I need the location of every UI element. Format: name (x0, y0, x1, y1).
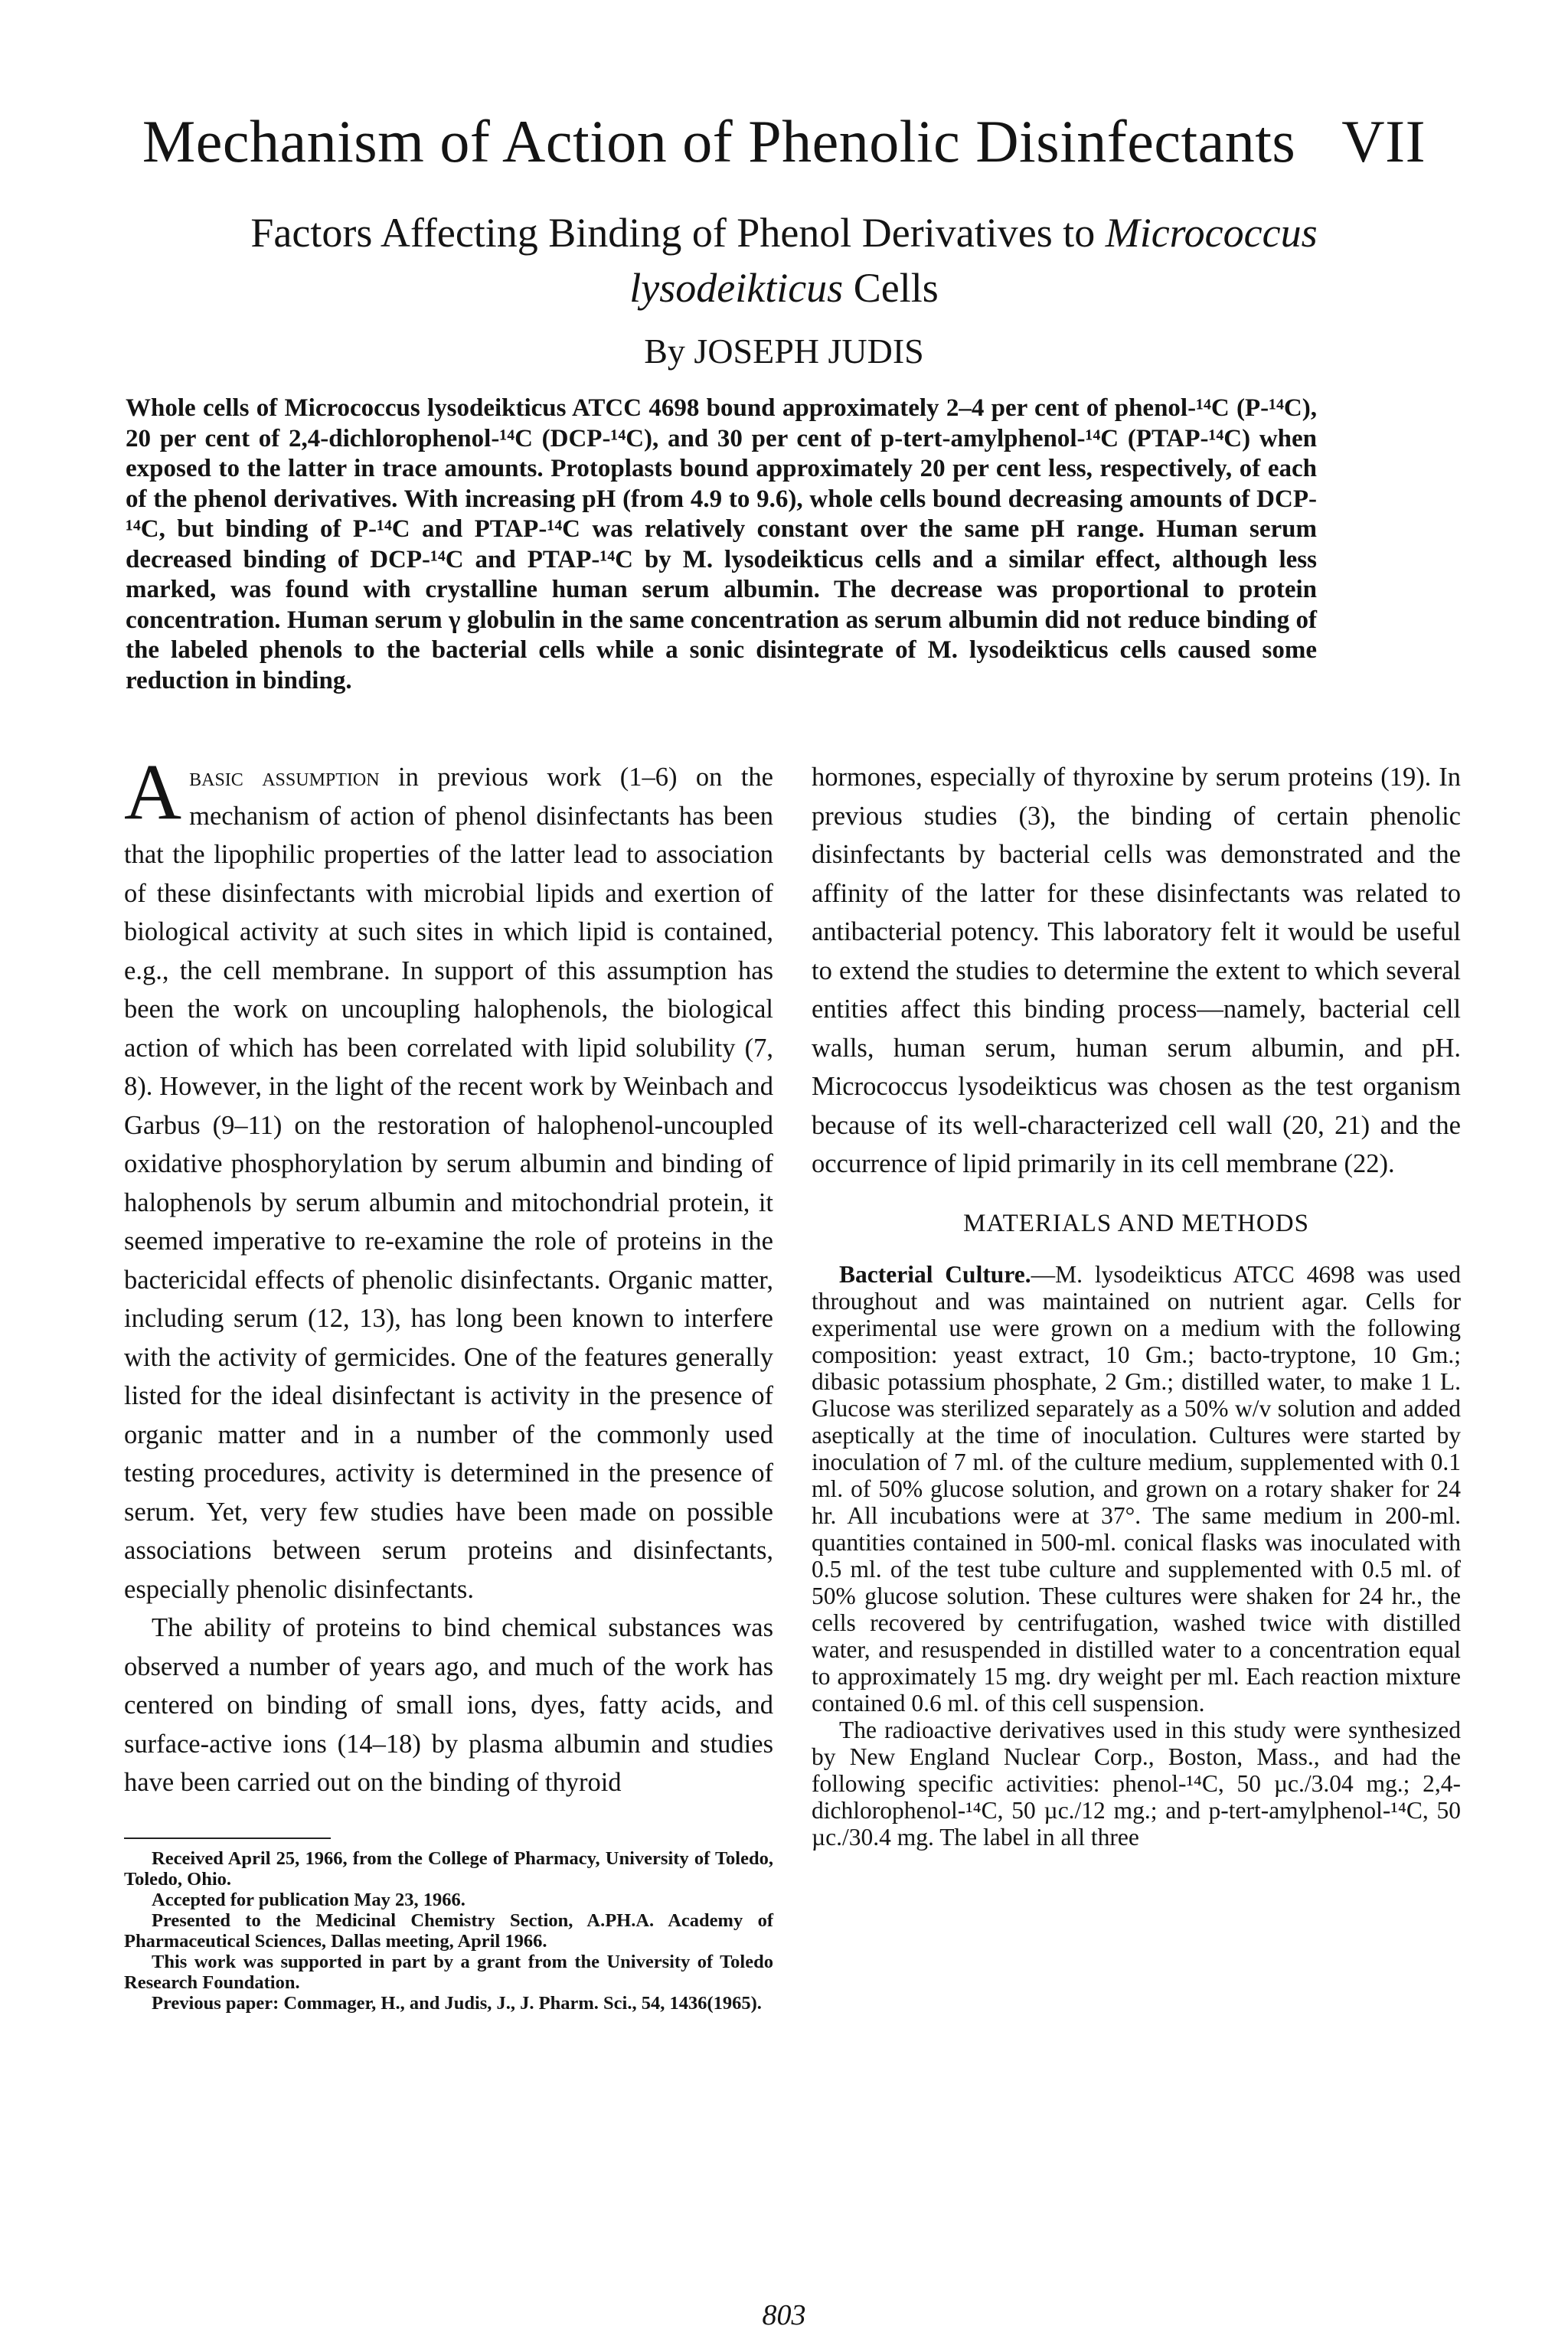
subtitle-end: Cells (853, 265, 939, 311)
title-part-number: VII (1341, 108, 1426, 175)
article-subtitle (153, 205, 1415, 315)
subtitle-text: Factors Affecting Binding of Phenol Derivatives to (250, 210, 1096, 256)
footnote-presented: Presented to the Medicinal Chemistry Section, A.PH.A. Academy of Pharmaceutical Sciences, Dallas meeting, April 1966. (124, 1910, 773, 1952)
intro-paragraph-2: The ability of proteins to bind chemical substances was observed a number of years ago, and much of the work has centered on binding of small ions, dyes, fatty acids, and surface-active ions (14–18) by plasma albumin and studies have been carried out on the binding of thyroid (124, 1613, 773, 1797)
runin-heading-bacterial-culture: Bacterial Culture. (839, 1260, 1031, 1288)
subtitle-organism: Micrococcus lysodeikticus (629, 210, 1318, 311)
author-byline: By JOSEPH JUDIS (644, 332, 924, 371)
article-title (0, 107, 1568, 176)
intro-paragraph-1-text: in previous work (1–6) on the mechanism of action of phenol disinfectants has been that the lipophilic properties of the latter lead to association of these disinfectants with microbial lipids and exertion of biological activity at such sites in which lipid is contained, e.g., the cell membrane. In support of this assumption has been the work on uncoupling halophenols, the biological action of which has been correlated with lipid solubility (7, 8). However, in the light of the recent work by Weinbach and Garbus (9–11) on the restoration of halophenol-uncoupled oxidative phosphorylation by serum albumin and binding of halophenols by serum albumin and mitochondrial protein, it seemed imperative to re-examine the role of proteins in the bactericidal effects of phenolic disinfectants. Organic matter, including serum (12, 13), has long been known to interfere with the activity of germicides. One of the features generally listed for the ideal disinfectant is activity in the presence of organic matter and in a number of the commonly used testing procedures, activity is determined in the presence of serum. Yet, very few studies have been made on possible associations between serum proteins and disinfectants, especially phenolic disinfectants. (124, 763, 773, 1604)
methods-body (812, 1261, 1461, 1851)
abstract: Whole cells of Micrococcus lysodeikticus ATCC 4698 bound approximately 2–4 per cent of phenol-¹⁴C (P-¹⁴C), 20 per cent of 2,4-dichlorophenol-¹⁴C (DCP-¹⁴C), and 30 per cent of p-tert-amylphenol-¹⁴C (PTAP-¹⁴C) when exposed to the latter in trace amounts. Protoplasts bound approximately 20 per cent less, respectively, of each of the phenol derivatives. With increasing pH (from 4.9 to 9.6), whole cells bound decreasing amounts of DCP-¹⁴C, but binding of P-¹⁴C and PTAP-¹⁴C was relatively constant over the same pH range. Human serum decreased binding of DCP-¹⁴C and PTAP-¹⁴C by M. lysodeikticus cells and a similar effect, although less marked, was found with crystalline human serum albumin. The decrease was proportional to protein concentration. Human serum γ globulin in the same concentration as serum albumin did not reduce binding of the labeled phenols to the bacterial cells while a sonic disintegrate of M. lysodeikticus cells caused some reduction in binding. (126, 394, 1317, 694)
intro-paragraph-1 (124, 748, 773, 1609)
footnote-support: This work was supported in part by a grant from the University of Toledo Research Foundation. (124, 1952, 773, 1993)
footnote-rule (124, 1838, 331, 1839)
methods-paragraph-1 (812, 1261, 1461, 1717)
section-heading-methods: MATERIALS AND METHODS (963, 1209, 1309, 1237)
footnote-received: Received April 25, 1966, from the College of Pharmacy, University of Toledo, Toledo, Ohio. (124, 1848, 773, 1890)
smallcaps-lead: basic assumption (189, 763, 380, 792)
page-number: 803 (762, 2299, 806, 2331)
drop-cap: A (124, 748, 182, 836)
left-column (124, 748, 773, 1802)
methods-paragraph-1-text: —M. lysodeikticus ATCC 4698 was used throughout and was maintained on nutrient agar. Cells for experimental use were grown on a medium with the following composition: yeast extract, 10 Gm.; bacto-tryptone, 10 Gm.; dibasic potassium phosphate, 2 Gm.; distilled water, to make 1 L. Glucose was sterilized separately as a 50% w/v solution and added aseptically at the time of inoculation. Cultures were started by inoculation of 7 ml. of the culture medium, supplemented with 0.1 ml. of 50% glucose solution, and grown on a rotary shaker for 24 hr. All incubations were at 37°. The same medium in 200-ml. quantities contained in 500-ml. conical flasks was inoculated with 0.5 ml. of the test tube culture and supplemented with 0.5 ml. of 50% glucose solution. These cultures were shaken for 24 hr., the cells recovered by centrifugation, washed twice with distilled water, and resuspended in distilled water to a concentration equal to approximately 15 mg. dry weight per ml. Each reaction mixture contained 0.6 ml. of this cell suspension. (812, 1260, 1461, 1717)
methods-paragraph-2: The radioactive derivatives used in this study were synthesized by New England Nuclear Corp., Boston, Mass., and had the following specific activities: phenol-¹⁴C, 50 µc./3.04 mg.; 2,4-dichlorophenol-¹⁴C, 50 µc./12 mg.; and p-tert-amylphenol-¹⁴C, 50 µc./30.4 mg. The label in all three (812, 1716, 1461, 1851)
footnote-previous-paper: Previous paper: Commager, H., and Judis, J., J. Pharm. Sci., 54, 1436(1965). (152, 1993, 762, 2014)
intro-continued (812, 758, 1461, 1184)
footnotes (124, 1848, 773, 2014)
intro-paragraph-3: hormones, especially of thyroxine by serum proteins (19). In previous studies (3), the binding of certain phenolic disinfectants by bacterial cells was demonstrated and the affinity of the latter for these disinfectants was related to antibacterial potency. This laboratory felt it would be useful to extend the studies to determine the extent to which several entities affect this binding process—namely, bacterial cell walls, human serum, human serum albumin, and pH. Micrococcus lysodeikticus was chosen as the test organism because of its well-characterized cell wall (20, 21) and the occurrence of lipid primarily in its cell membrane (22). (812, 763, 1461, 1178)
footnote-accepted: Accepted for publication May 23, 1966. (152, 1890, 466, 1910)
title-text: Mechanism of Action of Phenolic Disinfectants (142, 108, 1296, 175)
right-column (812, 758, 1461, 1851)
